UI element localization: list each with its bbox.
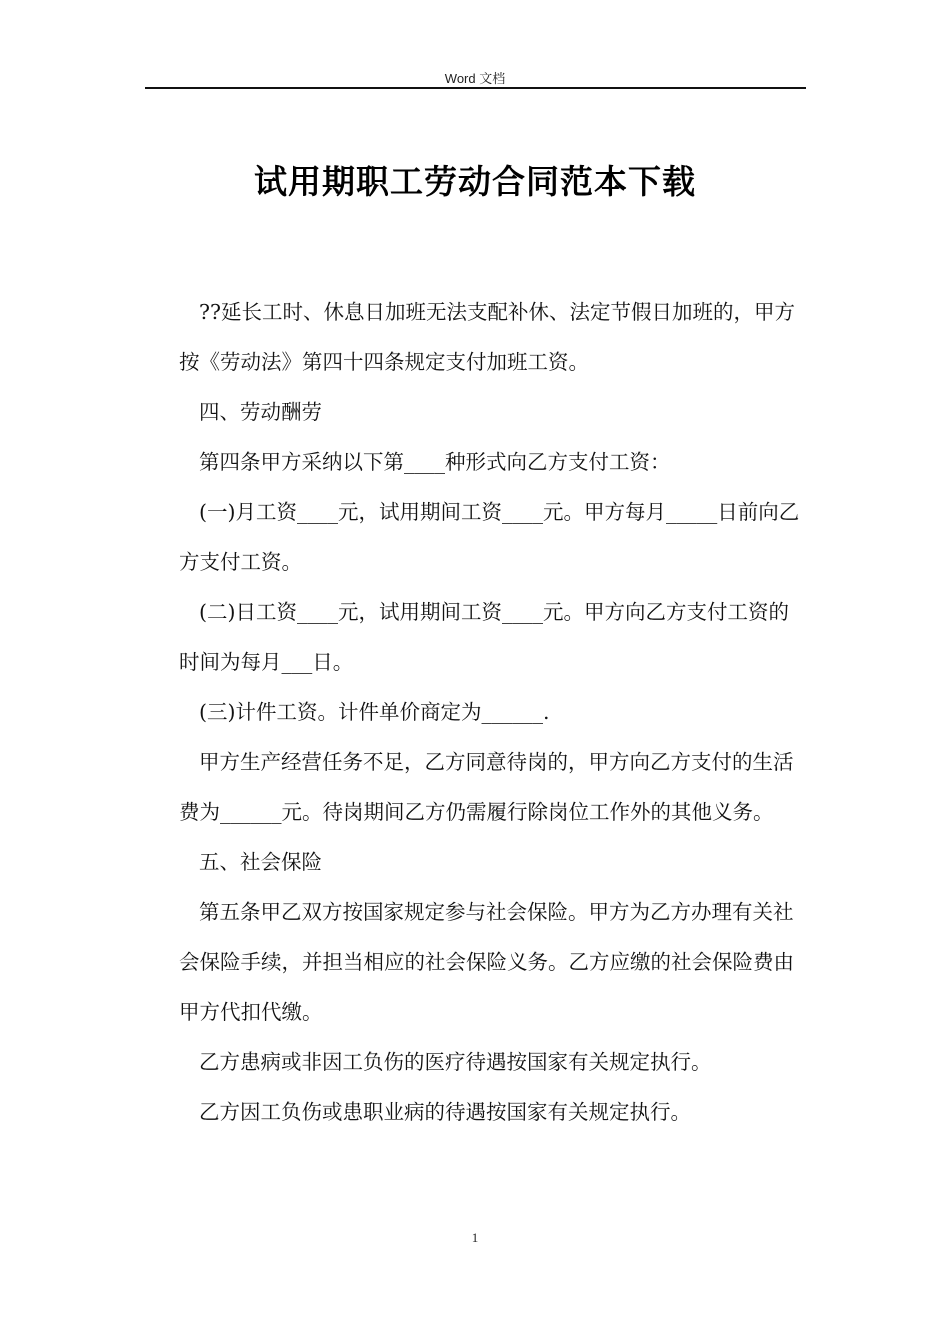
paragraph-article-4: 第四条甲方采纳以下第____种形式向乙方支付工资： xyxy=(199,450,671,474)
paragraph-piece-wage: (三)计件工资。计件单价商定为______. xyxy=(199,700,550,724)
paragraph-work-injury: 乙方因工负伤或患职业病的待遇按国家有关规定执行。 xyxy=(199,1100,691,1124)
paragraph-standby: 甲方生产经营任务不足，乙方同意待岗的，甲方向乙方支付的生活费为______元。待岗期间乙方仍需履行除岗位工作外的其他义务。 xyxy=(179,750,794,824)
section-heading-remuneration: 四、劳动酬劳 xyxy=(199,400,322,424)
document-title: 试用期职工劳动合同范本下载 xyxy=(254,162,696,201)
paragraph-monthly-wage: (一)月工资____元，试用期间工资____元。甲方每月_____日前向乙方支付工资。 xyxy=(179,500,800,574)
document-body xyxy=(179,287,805,1137)
paragraph-overtime: ??延长工时、休息日加班无法支配补休、法定节假日加班的，甲方按《劳动法》第四十四条规定支付加班工资。 xyxy=(179,300,795,374)
header-label: Word 文档 xyxy=(444,71,506,86)
paragraph-daily-wage: (二)日工资____元，试用期间工资____元。甲方向乙方支付工资的时间为每月___日。 xyxy=(179,600,789,674)
header-rule xyxy=(145,87,806,89)
page-number: 1 xyxy=(471,1230,479,1245)
paragraph-illness: 乙方患病或非因工负伤的医疗待遇按国家有关规定执行。 xyxy=(199,1050,712,1074)
paragraph-article-5: 第五条甲乙双方按国家规定参与社会保险。甲方为乙方办理有关社会保险手续，并担当相应的社会保险义务。乙方应缴的社会保险费由甲方代扣代缴。 xyxy=(179,900,794,1024)
section-heading-social-insurance: 五、社会保险 xyxy=(199,850,322,874)
